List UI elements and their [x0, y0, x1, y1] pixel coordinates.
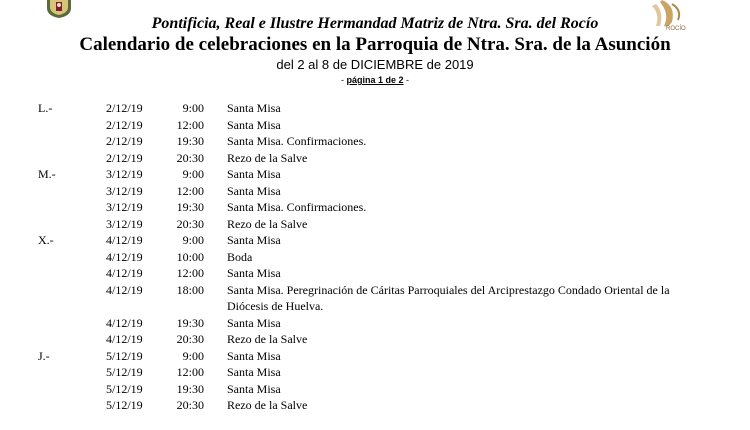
event-time: 20:30 [176, 216, 204, 231]
event-date: 4/12/19 [106, 233, 143, 247]
event-time: 19:30 [176, 315, 204, 330]
page-number [0, 74, 750, 86]
event-description: Santa Misa [227, 365, 281, 379]
event-date: 4/12/19 [106, 315, 143, 330]
schedule-row [0, 150, 750, 167]
event-description: Santa Misa [227, 167, 281, 181]
event-date: 2/12/19 [106, 134, 143, 148]
page-label: página 1 de 2 [346, 75, 404, 85]
schedule-row [0, 348, 750, 365]
event-time: 9:00 [182, 101, 204, 115]
event-description: Rezo de la Salve [227, 216, 308, 231]
event-date: 3/12/19 [106, 167, 143, 181]
event-date: 3/12/19 [106, 200, 143, 214]
schedule-row [0, 265, 750, 282]
event-time: 9:00 [182, 233, 204, 247]
day-label: M.- [38, 167, 56, 181]
event-date: 4/12/19 [106, 249, 143, 264]
event-time: 12:00 [176, 117, 204, 132]
schedule-row [0, 100, 750, 117]
event-date: 5/12/19 [106, 348, 143, 363]
event-date: 3/12/19 [106, 216, 143, 231]
day-label: L.- [38, 101, 53, 115]
schedule-row [0, 117, 750, 134]
event-description: Santa Misa. Confirmaciones. [227, 200, 367, 214]
event-time: 20:30 [176, 398, 204, 412]
day-label: J.- [38, 348, 50, 363]
event-date: 4/12/19 [106, 282, 143, 297]
event-time: 19:30 [176, 200, 204, 214]
page-suffix: - [403, 75, 410, 85]
event-description: Santa Misa [227, 266, 281, 280]
event-date: 2/12/19 [106, 101, 143, 115]
date-range: del 2 al 8 de DICIEMBRE de 2019 [276, 57, 474, 72]
schedule-row [0, 282, 750, 315]
event-description: Santa Misa [227, 101, 281, 115]
schedule-list [0, 100, 750, 414]
event-description: Santa Misa [227, 117, 281, 132]
event-date: 5/12/19 [106, 381, 143, 396]
event-description: Santa Misa [227, 315, 281, 330]
event-date: 4/12/19 [106, 266, 143, 280]
schedule-row [0, 216, 750, 233]
schedule-row [0, 183, 750, 200]
event-date: 4/12/19 [106, 332, 143, 346]
event-description: Santa Misa [227, 233, 281, 247]
event-time: 12:00 [176, 365, 204, 379]
event-description: Santa Misa [227, 381, 281, 396]
event-description: Santa Misa. Confirmaciones. [227, 134, 367, 148]
event-description: Santa Misa [227, 183, 281, 198]
schedule-row [0, 166, 750, 183]
schedule-row [0, 232, 750, 249]
event-date: 2/12/19 [106, 150, 143, 165]
event-time: 19:30 [176, 381, 204, 396]
event-description: Rezo de la Salve [227, 332, 308, 346]
event-description: Rezo de la Salve [227, 150, 308, 165]
schedule-row [0, 199, 750, 216]
event-description: Santa Misa. Peregrinación de Cáritas Parroquiales del Arciprestazgo Condado Oriental de la Diócesis de Huelva. [227, 282, 670, 313]
event-time: 12:00 [176, 266, 204, 280]
event-date: 3/12/19 [106, 183, 143, 198]
event-time: 12:00 [176, 183, 204, 198]
event-date: 2/12/19 [106, 117, 143, 132]
event-time: 20:30 [176, 332, 204, 346]
schedule-row [0, 397, 750, 414]
day-label: X.- [38, 233, 54, 247]
page-prefix: - [340, 75, 347, 85]
schedule-row [0, 364, 750, 381]
event-time: 20:30 [176, 150, 204, 165]
event-date: 5/12/19 [106, 365, 143, 379]
event-time: 9:00 [182, 167, 204, 181]
event-time: 19:30 [176, 134, 204, 148]
event-description: Santa Misa [227, 348, 281, 363]
event-description: Rezo de la Salve [227, 398, 308, 412]
schedule-row [0, 331, 750, 348]
event-time: 9:00 [182, 348, 204, 363]
schedule-row [0, 249, 750, 266]
schedule-row [0, 315, 750, 332]
page-title: Calendario de celebraciones en la Parroquia de Ntra. Sra. de la Asunción [79, 34, 671, 55]
event-description: Boda [227, 249, 253, 264]
event-date: 5/12/19 [106, 398, 143, 412]
organization-title: Pontificia, Real e Ilustre Hermandad Matriz de Ntra. Sra. del Rocío [151, 15, 599, 32]
event-time: 18:00 [176, 282, 204, 297]
event-time: 10:00 [176, 249, 204, 264]
schedule-row [0, 133, 750, 150]
schedule-row [0, 381, 750, 398]
logo-text: ROCÍO [666, 26, 686, 32]
